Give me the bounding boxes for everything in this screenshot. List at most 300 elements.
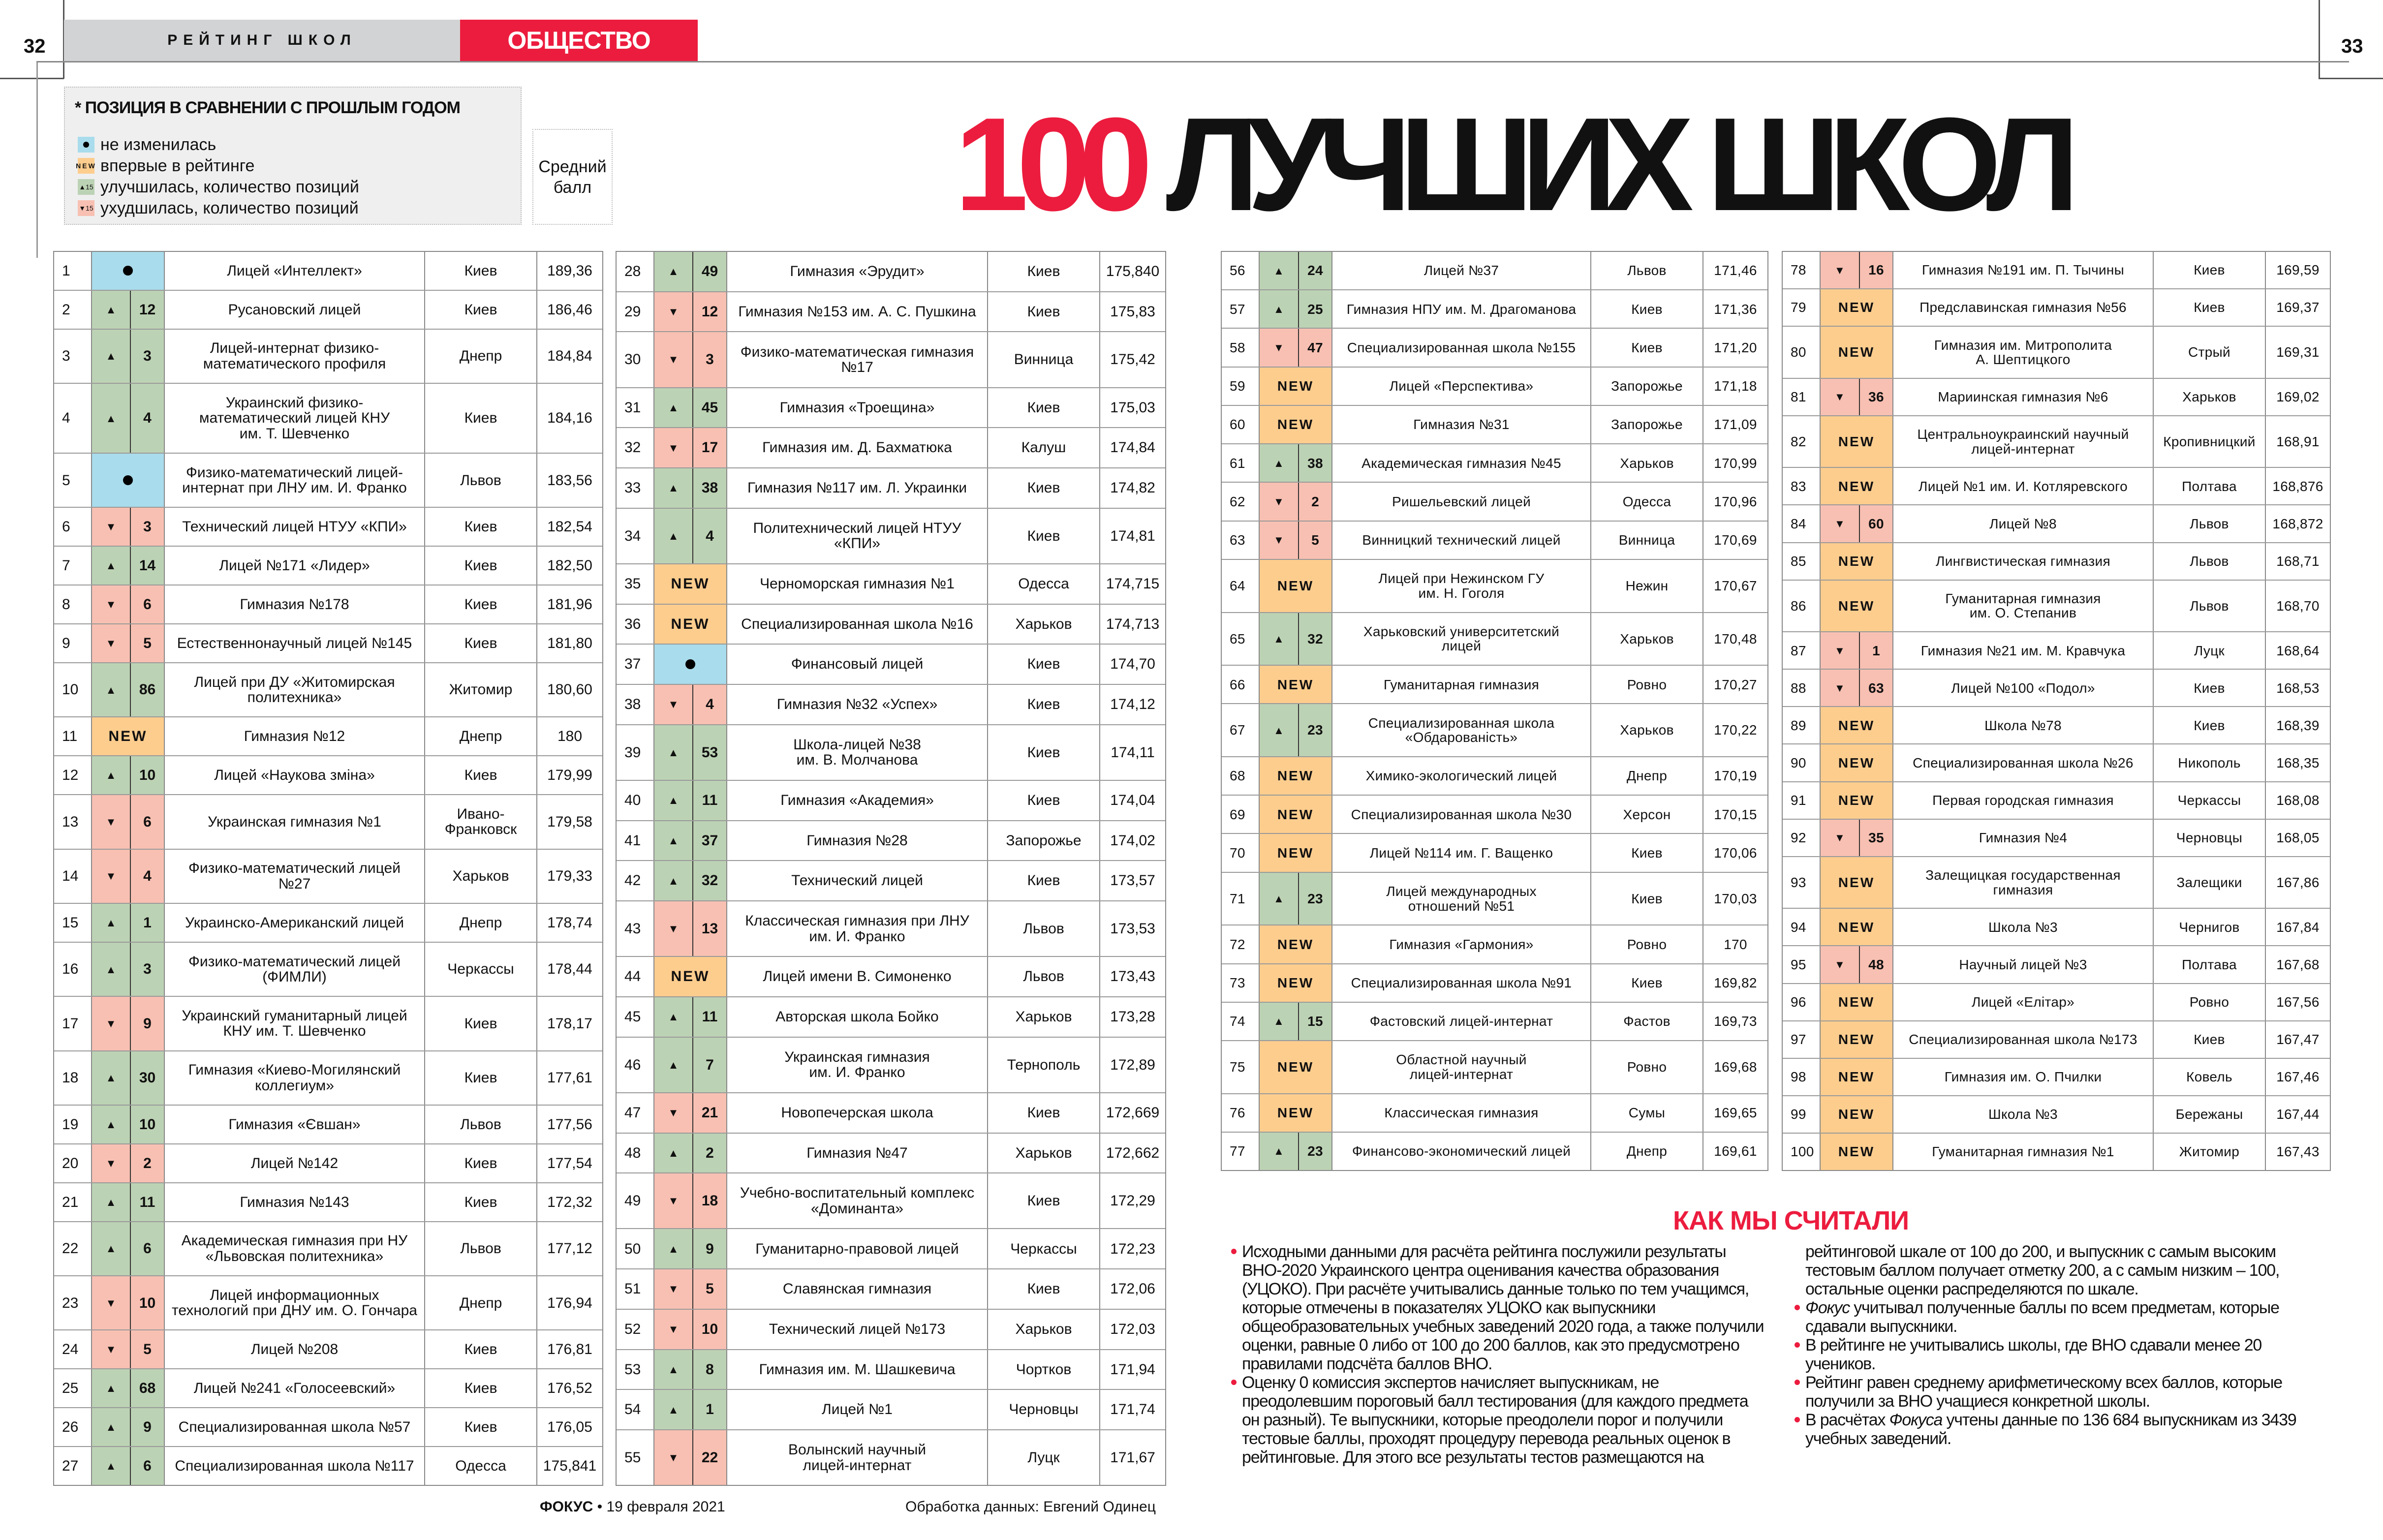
school-name: Гимназия «Євшан» (165, 1106, 425, 1143)
arrow-up-icon: ▲ (92, 663, 131, 716)
table-row (617, 997, 1165, 1038)
arrow-down-icon: ▼ (92, 850, 131, 903)
table-row (54, 1276, 602, 1330)
page-number-right: 33 (2341, 35, 2363, 57)
position-change: 68 (131, 1369, 165, 1407)
status-new: NEW (1260, 1094, 1332, 1132)
table-row (1783, 909, 2330, 946)
arrow-up-icon: ▲ (92, 1408, 131, 1446)
rank-cell: 33 (617, 468, 654, 508)
status-new: NEW (1260, 368, 1332, 405)
average-score: 169,73 (1714, 1014, 1757, 1029)
legend-title: * ПОЗИЦИЯ В СРАВНЕНИИ С ПРОШЛЫМ ГОДОМ (75, 98, 460, 117)
arrow-down-icon: ▼ (92, 508, 131, 546)
position-change: 38 (1299, 444, 1332, 482)
table-row (617, 332, 1165, 388)
position-change: 47 (1299, 329, 1332, 366)
average-score: 167,47 (2276, 1032, 2320, 1047)
status-new: NEW (1821, 581, 1893, 632)
position-change: 16 (1860, 252, 1893, 288)
school-name: Лицей №100 «Подол» (1893, 670, 2154, 706)
school-name: Естественнонаучный лицей №145 (165, 624, 425, 662)
city: Львов (1591, 252, 1703, 289)
rank-cell: 37 (617, 645, 654, 684)
rank-cell: 71 (1222, 873, 1260, 925)
text-segment: В рейтинге не учитывались школы, где ВНО сдавали менее 20 учеников. (1805, 1336, 2262, 1373)
table-row (617, 685, 1165, 725)
arrow-down-icon: ▼ (1260, 329, 1299, 366)
average-score: 172,29 (1110, 1193, 1155, 1209)
rank-cell: 73 (1222, 964, 1260, 1002)
table-row (1783, 946, 2330, 984)
school-name: Специализированная школа №91 (1332, 964, 1591, 1002)
rank-cell: 28 (617, 252, 654, 291)
average-score: 169,61 (1714, 1143, 1757, 1159)
table-row (617, 1350, 1165, 1390)
arrow-up-icon: ▲ (1260, 290, 1299, 328)
legend-label: ухудшилась, количество позиций (100, 199, 359, 217)
average-score: 169,82 (1714, 975, 1757, 990)
school-name: Авторская школа Бойко (727, 997, 988, 1037)
school-name: Специализированная школа №30 (1332, 796, 1591, 833)
table-row (1783, 1134, 2330, 1170)
average-score: 178,17 (547, 1015, 592, 1032)
school-name: Специализированная школа №57 (165, 1408, 425, 1446)
table-row (617, 564, 1165, 605)
position-change: 23 (1299, 1133, 1332, 1170)
position-change: 15 (1299, 1003, 1332, 1040)
school-name: Русановский лицей (165, 291, 425, 329)
position-change: 9 (131, 997, 165, 1050)
average-score: 170,67 (1714, 578, 1757, 593)
average-score: 170,27 (1714, 677, 1757, 692)
text-segment: Рейтинг равен среднему арифметическому всех баллов, которые получили за ВНО учащиеся конкретной школы. (1805, 1373, 2282, 1411)
city: Киев (1591, 329, 1703, 366)
table-row (1783, 379, 2330, 416)
city: Днепр (425, 1276, 537, 1329)
table-row (617, 861, 1165, 901)
position-change: 13 (693, 901, 727, 956)
table-row (54, 717, 602, 756)
city: Черкассы (988, 1229, 1100, 1268)
rank-cell: 97 (1783, 1021, 1821, 1058)
rank-cell: 63 (1222, 522, 1260, 559)
city: Львов (425, 1106, 537, 1143)
table-row (1222, 560, 1767, 613)
rank-cell: 100 (1783, 1134, 1821, 1170)
table-row (1222, 368, 1767, 406)
average-score: 168,35 (2276, 755, 2320, 770)
table-row (54, 1183, 602, 1222)
position-change: 7 (693, 1038, 727, 1092)
position-change: 36 (1860, 379, 1893, 415)
position-change: 23 (1299, 873, 1332, 925)
arrow-up-icon: ▲ (654, 468, 693, 508)
average-score: 170,69 (1714, 532, 1757, 548)
footer-date: • 19 февраля 2021 (593, 1499, 725, 1515)
ranking-table-2 (616, 251, 1166, 1486)
city: Черновцы (2154, 820, 2266, 856)
arrow-up-icon: ▲ (92, 384, 131, 453)
table-row (54, 291, 602, 330)
rank-cell: 45 (617, 997, 654, 1037)
table-row (54, 1106, 602, 1144)
arrow-down-icon: ▼ (1821, 670, 1860, 706)
rank-cell: 93 (1783, 857, 1821, 908)
method-bullet (1794, 1336, 2327, 1373)
arrow-up-icon: ▲ (654, 821, 693, 861)
city: Харьков (1591, 613, 1703, 665)
table-row (617, 252, 1165, 292)
city: Киев (425, 1144, 537, 1182)
arrow-down-icon: ▼ (92, 624, 131, 662)
school-name: Гуманитарно-правовой лицей (727, 1229, 988, 1268)
legend-swatch-down: ▼15 (78, 200, 94, 216)
city: Киев (425, 585, 537, 623)
rank-cell: 49 (617, 1173, 654, 1228)
method-bullet (1230, 1242, 1764, 1373)
average-score: 173,57 (1110, 872, 1155, 889)
school-name: Гимназия им. Д. Бахматюка (727, 428, 988, 467)
school-name: Лицей №171 «Лидер» (165, 547, 425, 585)
table-row (1783, 252, 2330, 289)
position-change: 21 (693, 1093, 727, 1133)
table-row (617, 509, 1165, 564)
school-name: Новопечерская школа (727, 1093, 988, 1133)
position-change: 3 (131, 508, 165, 546)
average-score: 170,99 (1714, 455, 1757, 471)
average-score: 169,59 (2276, 262, 2320, 278)
city: Львов (2154, 543, 2266, 580)
average-score: 171,18 (1714, 378, 1757, 394)
table-row (1222, 757, 1767, 796)
text-segment: Фокус (1805, 1298, 1850, 1317)
table-row (1222, 483, 1767, 521)
school-name: Гуманитарная гимназия (1332, 666, 1591, 703)
rank-cell: 22 (54, 1222, 92, 1275)
city: Харьков (988, 1134, 1100, 1173)
school-name: Лицей при ДУ «Житомирская политехника» (165, 663, 425, 716)
rank-cell: 52 (617, 1310, 654, 1349)
table-row (1222, 1133, 1767, 1170)
status-new: NEW (1821, 1096, 1893, 1133)
average-score: 184,84 (547, 348, 592, 365)
arrow-down-icon: ▼ (1821, 820, 1860, 856)
average-score: 179,99 (547, 767, 592, 783)
average-score: 167,44 (2276, 1107, 2320, 1122)
rank-cell: 61 (1222, 444, 1260, 482)
city: Днепр (425, 717, 537, 755)
city: Киев (988, 1093, 1100, 1133)
school-name: Гимназия №31 (1332, 406, 1591, 443)
city: Киев (2154, 707, 2266, 743)
table-row (54, 454, 602, 508)
school-name: Винницкий технический лицей (1332, 522, 1591, 559)
arrow-up-icon: ▲ (654, 1390, 693, 1429)
table-row (617, 1430, 1165, 1485)
average-score: 168,39 (2276, 717, 2320, 733)
average-score: 177,12 (547, 1240, 592, 1257)
school-name: Ришельевский лицей (1332, 483, 1591, 520)
table-row (54, 624, 602, 663)
rank-cell: 8 (54, 585, 92, 623)
average-score: 174,11 (1111, 744, 1155, 761)
average-score: 169,02 (2276, 389, 2320, 405)
table-row (54, 1330, 602, 1369)
school-name: Гимназия им. Митрополита А. Шептицкого (1893, 327, 2154, 378)
arrow-up-icon: ▲ (92, 904, 131, 942)
rank-cell: 16 (54, 943, 92, 996)
average-score: 170,03 (1714, 891, 1757, 906)
school-name: Академическая гимназия №45 (1332, 444, 1591, 482)
position-change: 5 (131, 1330, 165, 1368)
city: Харьков (1591, 444, 1703, 482)
average-score: 177,54 (547, 1155, 592, 1171)
city: Одесса (988, 564, 1100, 604)
city: Харьков (988, 1310, 1100, 1349)
rank-cell: 91 (1783, 782, 1821, 819)
rank-cell: 78 (1783, 252, 1821, 288)
average-score: 170,48 (1714, 631, 1757, 647)
average-score: 169,65 (1714, 1105, 1757, 1121)
table-row (54, 850, 602, 904)
rank-cell: 82 (1783, 416, 1821, 467)
average-score: 168,872 (2272, 516, 2323, 531)
school-name: Гуманитарная гимназия им. О. Степанив (1893, 581, 2154, 632)
city: Тернополь (988, 1038, 1100, 1092)
position-change: 12 (131, 291, 165, 329)
position-change: 18 (693, 1173, 727, 1228)
school-name: Лицей «Елітар» (1893, 984, 2154, 1020)
table-row (1222, 406, 1767, 444)
status-new: NEW (1260, 964, 1332, 1002)
table-row (617, 292, 1165, 333)
table-row (54, 1408, 602, 1447)
status-new: NEW (1260, 834, 1332, 871)
average-score: 170,15 (1714, 806, 1757, 822)
school-name: Школа №3 (1893, 1096, 2154, 1133)
position-change: 8 (693, 1350, 727, 1389)
rank-cell: 30 (617, 332, 654, 387)
city: Львов (2154, 581, 2266, 632)
rank-cell: 68 (1222, 757, 1260, 795)
table-row (1783, 632, 2330, 670)
table-row (1783, 782, 2330, 820)
school-name: Черноморская гимназия №1 (727, 564, 988, 604)
arrow-down-icon: ▼ (1821, 379, 1860, 415)
city: Винница (1591, 522, 1703, 559)
table-row (54, 795, 602, 849)
arrow-up-icon: ▲ (654, 725, 693, 780)
rank-cell: 42 (617, 861, 654, 900)
arrow-up-icon: ▲ (1260, 1133, 1299, 1170)
table-row (1783, 581, 2330, 633)
position-change: 5 (693, 1269, 727, 1309)
position-change: 6 (131, 585, 165, 623)
method-text (1230, 1242, 2327, 1467)
ranking-table-4 (1782, 251, 2331, 1171)
average-score: 167,86 (2276, 874, 2320, 890)
average-score: 167,84 (2276, 919, 2320, 935)
city: Днепр (425, 330, 537, 383)
school-name: Школа №78 (1893, 707, 2154, 743)
rank-cell: 90 (1783, 744, 1821, 781)
table-row (617, 645, 1165, 685)
city: Львов (425, 454, 537, 507)
table-row (1222, 873, 1767, 926)
rank-cell: 5 (54, 454, 92, 507)
text-segment: Фокуса (1889, 1411, 1943, 1429)
school-name: Финансовый лицей (727, 645, 988, 684)
rank-cell: 50 (617, 1229, 654, 1268)
arrow-up-icon: ▲ (92, 547, 131, 585)
table-row (617, 901, 1165, 957)
position-change: 17 (693, 428, 727, 467)
city: Львов (2154, 505, 2266, 542)
city: Киев (988, 685, 1100, 724)
text-segment: учтены данные по 136 684 выпускникам из 3439 учебных заведений. (1805, 1411, 2296, 1448)
school-name: Технический лицей №173 (727, 1310, 988, 1349)
table-row (1222, 613, 1767, 666)
city: Стрый (2154, 327, 2266, 378)
rank-cell: 39 (617, 725, 654, 780)
rank-cell: 57 (1222, 290, 1260, 328)
table-row (54, 904, 602, 943)
school-name: Гимназия им. М. Шашкевича (727, 1350, 988, 1389)
average-score: 189,36 (547, 262, 592, 279)
footer-issue (540, 1499, 725, 1515)
table-row (1783, 670, 2330, 707)
rank-cell: 84 (1783, 505, 1821, 542)
school-name: Лицей №8 (1893, 505, 2154, 542)
average-score: 175,03 (1110, 399, 1155, 416)
city: Киев (1591, 964, 1703, 1002)
status-new: NEW (1260, 1041, 1332, 1093)
arrow-up-icon: ▲ (92, 291, 131, 329)
average-score: 168,876 (2272, 478, 2323, 494)
status-new: NEW (1260, 406, 1332, 443)
status-new: NEW (1821, 1021, 1893, 1058)
school-name: Украинско-Американский лицей (165, 904, 425, 942)
table-row (1222, 252, 1767, 290)
rank-cell: 13 (54, 795, 92, 848)
position-change: 38 (693, 468, 727, 508)
table-row (617, 1310, 1165, 1350)
arrow-up-icon: ▲ (92, 330, 131, 383)
rank-cell: 31 (617, 388, 654, 428)
rank-cell: 55 (617, 1430, 654, 1485)
legend-item-up (78, 177, 359, 197)
average-score: 182,50 (547, 557, 592, 574)
dot-icon (685, 659, 695, 669)
rank-cell: 81 (1783, 379, 1821, 415)
position-change: 1 (1860, 632, 1893, 669)
city: Черкассы (425, 943, 537, 996)
status-new: NEW (1260, 796, 1332, 833)
rank-cell: 48 (617, 1134, 654, 1173)
school-name: Гимназия №28 (727, 821, 988, 861)
arrow-down-icon: ▼ (92, 795, 131, 848)
status-unchanged (654, 645, 727, 684)
rank-cell: 59 (1222, 368, 1260, 405)
status-new: NEW (654, 957, 727, 996)
city: Ковель (2154, 1059, 2266, 1095)
rank-cell: 83 (1783, 468, 1821, 504)
rubric-label: ОБЩЕСТВО (507, 27, 650, 54)
position-change: 5 (1299, 522, 1332, 559)
city: Киев (1591, 290, 1703, 328)
status-new: NEW (1821, 984, 1893, 1020)
arrow-up-icon: ▲ (1260, 444, 1299, 482)
rank-cell: 95 (1783, 946, 1821, 983)
average-score: 175,841 (543, 1457, 597, 1474)
table-row (54, 384, 602, 454)
school-name: Гимназия №12 (165, 717, 425, 755)
average-score: 175,840 (1106, 263, 1160, 280)
average-score: 174,715 (1106, 576, 1160, 592)
city: Чернигов (2154, 909, 2266, 945)
table-row (1222, 925, 1767, 964)
school-name: Лицей «Наукова зміна» (165, 756, 425, 794)
table-row (54, 1051, 602, 1106)
arrow-up-icon: ▲ (1260, 252, 1299, 289)
arrow-down-icon: ▼ (92, 585, 131, 623)
city: Киев (425, 547, 537, 585)
arrow-down-icon: ▼ (1821, 946, 1860, 983)
status-unchanged (92, 252, 165, 290)
city: Львов (988, 901, 1100, 956)
average-score: 178,44 (547, 961, 592, 978)
rank-cell: 35 (617, 564, 654, 604)
page-title (955, 91, 2068, 239)
arrow-up-icon: ▲ (92, 1183, 131, 1221)
city: Ивано- Франковск (425, 795, 537, 848)
average-score: 170 (1724, 936, 1747, 952)
rank-cell: 4 (54, 384, 92, 453)
rank-cell: 9 (54, 624, 92, 662)
city: Полтава (2154, 946, 2266, 983)
arrow-down-icon: ▼ (654, 901, 693, 956)
city: Сумы (1591, 1094, 1703, 1132)
school-name: Школа №3 (1893, 909, 2154, 945)
rubric-header (460, 20, 698, 61)
average-score: 176,52 (547, 1380, 592, 1397)
average-score: 175,42 (1110, 351, 1155, 368)
average-score: 170,06 (1714, 845, 1757, 861)
status-new: NEW (1260, 666, 1332, 703)
city: Киев (2154, 670, 2266, 706)
rank-cell: 46 (617, 1038, 654, 1092)
rank-cell: 24 (54, 1330, 92, 1368)
title-number: 100 (955, 91, 1141, 239)
arrow-down-icon: ▼ (1821, 505, 1860, 542)
legend-label: улучшилась, количество позиций (100, 178, 359, 196)
rank-cell: 3 (54, 330, 92, 383)
city: Киев (425, 252, 537, 290)
table-row (1783, 1059, 2330, 1096)
table-row (54, 997, 602, 1051)
text-segment: Исходными данными для расчёта рейтинга послужили результаты ВНО-2020 Украинского центра оценивания качества образования (УЦОКО). При расчёте учитывались данные только по тем учащимся, которые отмечены в показателях УЦОКО как выпускники общеобразовательных учебных заведений 2020 года, а также получили оценки, равные 0 либо от 100 до 200 баллов, как это предусмотрено правилами подсчёта баллов ВНО. (1242, 1242, 1764, 1373)
city: Киев (988, 725, 1100, 780)
average-score: 171,20 (1714, 339, 1757, 355)
table-row (617, 1093, 1165, 1134)
text-segment: Оценку 0 комиссия экспертов начисляет выпускникам, не преодолевшим пороговый балл тестирования (для каждого предмета он разный). Те выпускники, которые преодолели порог и получили тестовые баллы, проходят процедуру перевода реальных оценок в рейтинговые. Для этого все результаты тестов размещаются на рейтинговой шкале от 100 до 200, и выпускник с самым высоким тестовым баллом получает отметку 200, а с самым низким – 100, остальные оценки распределяются по шкале. (1242, 1242, 2280, 1467)
average-score: 173,53 (1110, 920, 1155, 937)
average-score: 167,68 (2276, 956, 2320, 972)
position-change: 1 (693, 1390, 727, 1429)
average-score: 168,64 (2276, 643, 2320, 658)
city: Киев (988, 1173, 1100, 1228)
